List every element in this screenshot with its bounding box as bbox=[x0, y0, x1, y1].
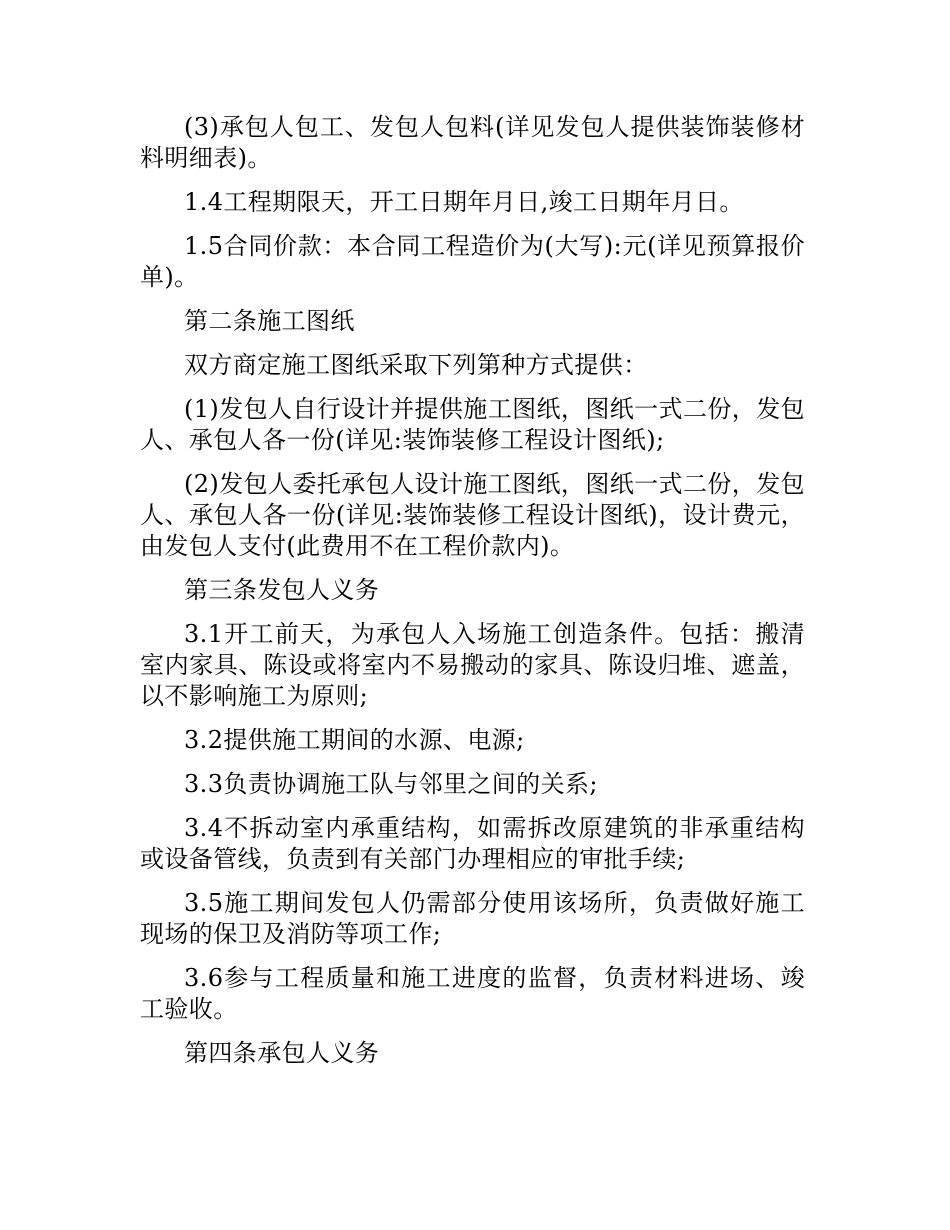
paragraph-contractor-labor-owner-materials: (3)承包人包工、发包人包料(详见发包人提供装饰装修材料明细表)。 bbox=[140, 113, 805, 172]
paragraph-3-1-site-preparation: 3.1开工前天，为承包人入场施工创造条件。包括：搬清室内家具、陈设或将室内不易搬动的家具、陈设归堆、遮盖，以不影响施工为原则; bbox=[140, 620, 805, 710]
document-body bbox=[140, 112, 805, 1082]
paragraph-3-6-quality-supervision: 3.6参与工程质量和施工进度的监督，负责材料进场、竣工验收。 bbox=[140, 964, 805, 1023]
paragraph-3-2-water-power: 3.2提供施工期间的水源、电源; bbox=[184, 726, 525, 754]
heading-article-2-drawings: 第二条施工图纸 bbox=[184, 307, 355, 335]
paragraph-3-4-structure-approval: 3.4不拆动室内承重结构，如需拆改原建筑的非承重结构或设备管线，负责到有关部门办理相应的审批手续; bbox=[140, 814, 805, 873]
paragraph-3-3-neighbor-relations: 3.3负责协调施工队与邻里之间的关系; bbox=[184, 770, 598, 798]
paragraph-3-5-site-security: 3.5施工期间发包人仍需部分使用该场所，负责做好施工现场的保卫及消防等项工作; bbox=[140, 889, 805, 948]
paragraph-1-5-contract-price: 1.5合同价款：本合同工程造价为(大写):元(详见预算报价单)。 bbox=[140, 232, 805, 291]
paragraph-drawings-provision: 双方商定施工图纸采取下列第种方式提供： bbox=[184, 351, 648, 379]
heading-article-3-owner-obligations: 第三条发包人义务 bbox=[184, 576, 380, 604]
paragraph-1-4-project-duration: 1.4工程期限天，开工日期年月日,竣工日期年月日。 bbox=[184, 188, 744, 216]
paragraph-option-1-owner-design: (1)发包人自行设计并提供施工图纸，图纸一式二份，发包人、承包人各一份(详见:装饰装修工程设计图纸); bbox=[140, 395, 805, 454]
heading-article-4-contractor-obligations: 第四条承包人义务 bbox=[184, 1039, 380, 1067]
paragraph-option-2-contractor-design: (2)发包人委托承包人设计施工图纸，图纸一式二份，发包人、承包人各一份(详见:装饰装修工程设计图纸)，设计费元，由发包人支付(此费用不在工程价款内)。 bbox=[140, 470, 805, 560]
